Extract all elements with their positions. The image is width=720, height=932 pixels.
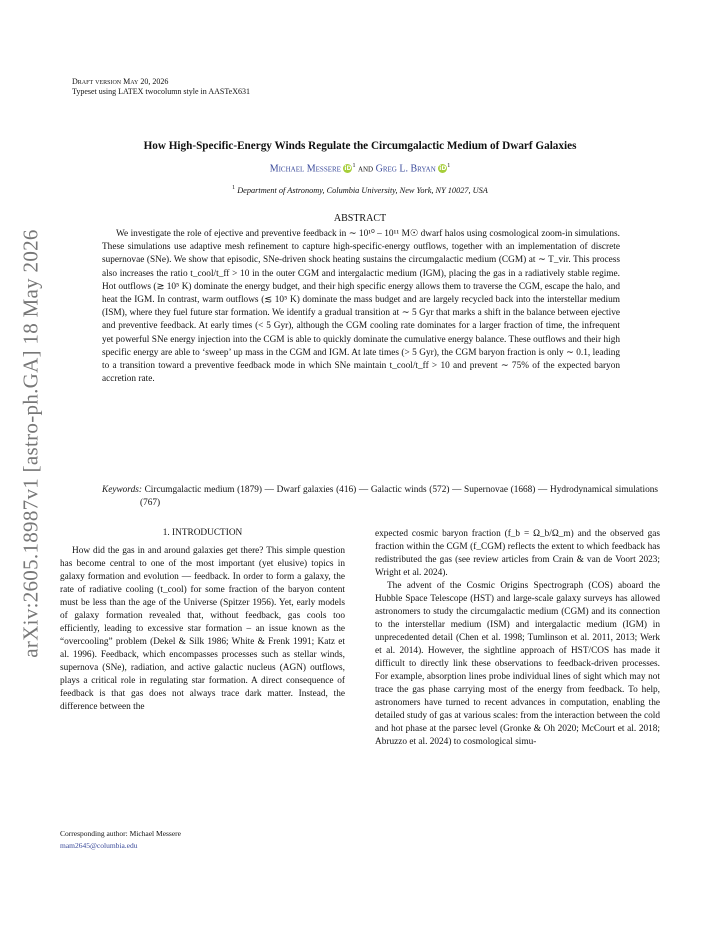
affiliation-mark: 1 bbox=[352, 163, 356, 169]
affiliation-mark: 1 bbox=[232, 185, 236, 191]
author-list bbox=[60, 163, 660, 174]
keywords bbox=[102, 484, 658, 510]
right-column bbox=[375, 528, 660, 749]
corresponding-author-line: Corresponding author: Michael Messere bbox=[60, 829, 182, 838]
typeset-line: Typeset using LATEX twocolumn style in AASTeX631 bbox=[72, 87, 250, 96]
orcid-icon[interactable]: iD bbox=[344, 165, 352, 173]
affiliation-text: Department of Astronomy, Columbia University, New York, NY 10027, USA bbox=[237, 185, 488, 195]
author-name[interactable]: Michael Messere bbox=[269, 163, 341, 175]
affiliation-mark: 1 bbox=[447, 163, 451, 169]
corresponding-author bbox=[60, 828, 345, 852]
arxiv-sidebar-stamp bbox=[12, 228, 50, 658]
draft-header bbox=[72, 77, 250, 97]
left-column bbox=[60, 527, 345, 714]
draft-version-line: Draft version May 20, 2026 bbox=[72, 77, 169, 86]
intro-paragraph-1: How did the gas in and around galaxies get there? This simple question has become central to one of the most important (yet elusive) topics in galaxy formation and evolution — feedback. In order to form a galaxy, the rate of radiative cooling (t_cool) for some fraction of the baryon content must be less than the age of the Universe (Spitzer 1956). Yet, early models of galaxy formation revealed that, without feedback, gas cools too efficiently, leading to excessive star formation – an issue known as the “overcooling” problem (Dekel & Silk 1986; White & Frenk 1991; Katz et al. 1996). Feedback, which encompasses processes such as stellar winds, supernova (SNe), radiation, and active galactic nucleus (AGN) outflows, plays a critical role in regulating star formation. A direct consequence of feedback is that gas does not always trace dark matter. Instead, the difference between the bbox=[60, 546, 345, 712]
keywords-text: Circumgalactic medium (1879) — Dwarf galaxies (416) — Galactic winds (572) — Supernovae (1668) — Hydrodynamical simulations (767) bbox=[140, 485, 658, 509]
intro-paragraph-1-continued: expected cosmic baryon fraction (f_b = Ω_b/Ω_m) and the observed gas fraction within the CGM (f_CGM) reflects the extent to which feedback has redistributed the gas (see review articles from Crain & van de Voort 2023; Wright et al. 2024). bbox=[375, 529, 660, 578]
paper-title: How High-Specific-Energy Winds Regulate the Circumgalactic Medium of Dwarf Galaxies bbox=[143, 140, 577, 152]
affiliation bbox=[60, 185, 660, 195]
keywords-label: Keywords: bbox=[102, 485, 142, 495]
section-heading: 1. INTRODUCTION bbox=[162, 528, 243, 538]
author-email-link[interactable]: mam2645@columbia.edu bbox=[60, 841, 138, 850]
arxiv-identifier: arXiv:2605.18987v1 [astro-ph.GA] 18 May 2026 bbox=[18, 228, 43, 658]
abstract-heading: ABSTRACT bbox=[333, 213, 387, 224]
abstract-text: We investigate the role of ejective and preventive feedback in ∼ 10¹⁰ – 10¹¹ M☉ dwarf halos using cosmological zoom-in simulations. These simulations use adaptive mesh refinement to capture high-specific-energy outflows, together with an implementation of discrete supernovae (SNe). We show that episodic, SNe-driven shock heating sustains the circumgalactic medium (CGM) at ∼ T_vir. This process also increases the ratio t_cool/t_ff > 10 in the outer CGM and intergalactic medium (IGM), placing the gas in a radiatively stable regime. Hot outflows (≳ 10⁵ K) dominate the energy budget, and their high specific energy allows them to traverse the CGM, escape the halo, and heat the IGM. In contrast, warm outflows (≲ 10⁵ K) dominate the mass budget and are largely recycled back into the interstellar medium (ISM), where they fuel future star formation. We identify a gradual transition at ∼ 5 Gyr that marks a shift in the balance between ejective and preventive feedback. At early times (< 5 Gyr), although the CGM cooling rate dominates for a larger fraction of time, the infrequent yet powerful SNe energy injection into the CGM is able to quickly dominate the cumulative energy balance. These outflows and their high specific energy are able to ‘sweep’ up mass in the CGM and IGM. At late times (> 5 Gyr), the CGM baryon fraction is only ∼ 0.1, leading to a transition toward a preventive feedback mode in which SNe maintain t_cool/t_ff > 10 and prevent ∼ 75% of the expected baryon accretion rate. bbox=[102, 229, 620, 385]
intro-paragraph-2: The advent of the Cosmic Origins Spectrograph (COS) aboard the Hubble Space Telescope (HST) and large-scale galaxy surveys has allowed astronomers to study the circumgalactic medium (CGM) and its connection to the interstellar medium (ISM) and intergalactic medium (IGM) in unprecedented detail (Chen et al. 1998; Tumlinson et al. 2011, 2013; Werk et al. 2014). However, the sightline approach of HST/COS has made it difficult to directly link these observations to feedback-driven processes. For example, absorption lines probe individual lines of sight which may not trace the gas phase carrying most of the energy from feedback. To help, astronomers have turned to recent advances in computation, enabling the detailed study of gas at various scales: from the interaction between the cold and hot phase at the parsec level (Gronke & Oh 2020; McCourt et al. 2018; Abruzzo et al. 2024) to cosmological simu- bbox=[375, 581, 660, 747]
orcid-icon[interactable]: iD bbox=[439, 165, 447, 173]
author-name[interactable]: Greg L. Bryan bbox=[375, 163, 436, 175]
author-separator: and bbox=[357, 163, 374, 175]
